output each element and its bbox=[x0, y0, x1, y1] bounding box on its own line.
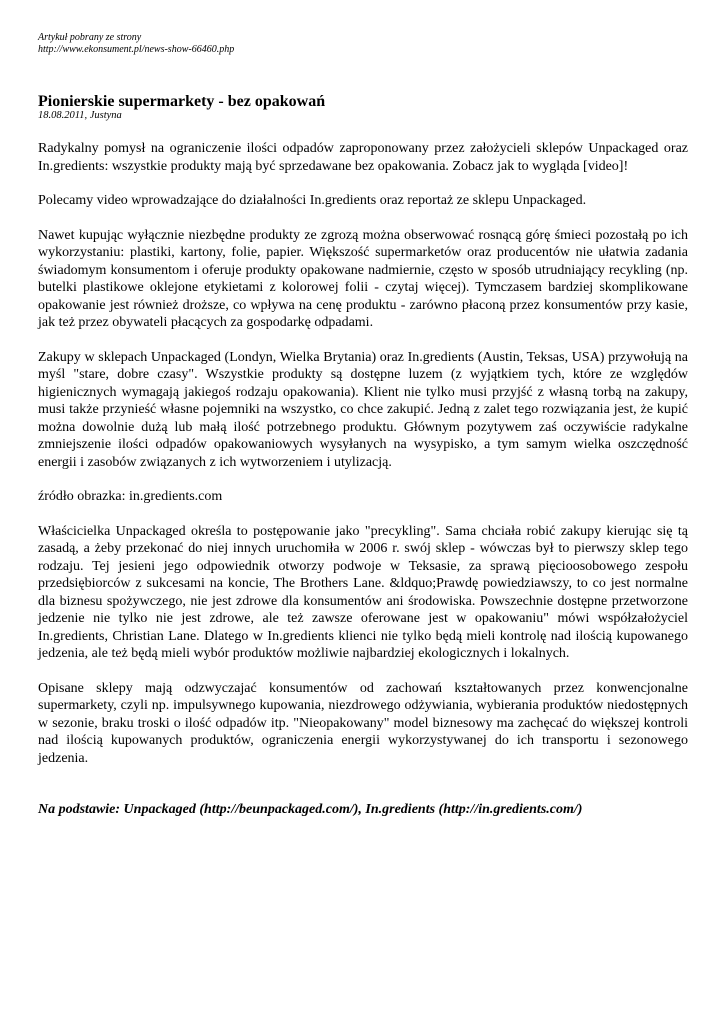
article-source-line: Na podstawie: Unpackaged (http://beunpackaged.com/), In.gredients (http://in.gredients.com/) bbox=[38, 802, 583, 817]
article-paragraph-3: Nawet kupując wyłącznie niezbędne produkty ze zgrozą można obserwować rosnącą górę śmieci pozostałą po ich wykorzystaniu: plastiki, kartony, folie, papier. Większość supermarketów oraz producentów nie ułatwia zadania świadomym konsumentom i oferuje produkty opakowane nadmiernie, często w sposób utrudniający recykling (np. butelki plastikowe oklejone etykietami z kolorowej folii - czytaj więcej). Tymczasem bardziej skomplikowane opakowanie jest również droższe, co wpływa na cenę produktu - zarówno płaconą przez konsumentów przy kasie, jak też przez obywateli płacących za gospodarkę odpadami. bbox=[38, 227, 688, 330]
article-paragraph-4: Zakupy w sklepach Unpackaged (Londyn, Wielka Brytania) oraz In.gredients (Austin, Teksas, USA) przywołują na myśl "stare, dobre czasy". Wszystkie produkty są dostępne luzem (z wyjątkiem tych, które ze względów higienicznych wymagają jakiegoś rodzaju opakowania). Klient nie tylko musi przyjść z własną torbą na zakupy, musi także przynieść własne pojemniki na wszystko, co chce zakupić. Jedną z zalet tego rozwiązania jest, że kupić można dowolnie dużą lub małą ilość potrzebnego produktu. Głównym pozytywem zaś oczywiście radykalne zmniejszenie ilości odpadów opakowaniowych wysyłanych na wysypisko, a tym samym wielka oszczędność energii i zasobów związanych z ich wytworzeniem i utylizacją. bbox=[38, 349, 688, 470]
article-dateline: 18.08.2011, Justyna bbox=[38, 110, 122, 121]
article-title: Pionierskie supermarkety - bez opakowań bbox=[38, 93, 326, 110]
image-source-note: źródło obrazka: in.gredients.com bbox=[38, 489, 223, 504]
header-source-label: Artykuł pobrany ze strony bbox=[38, 32, 142, 43]
document-page bbox=[38, 32, 688, 819]
article-paragraph-5: Właścicielka Unpackaged określa to postępowanie jako "precykling". Sama chciała robić zakupy kierując się tą zasadą, a żeby przekonać do niej innych uruchomiła w 2006 r. swój sklep - wówczas był to pierwszy sklep tego rodzaju. Tej jesieni jego odpowiednik otworzy podwoje w Teksasie, za sprawą pięcioosobowego zespołu przedsiębiorców z sukcesami na koncie, The Brothers Lane. &ldquo;Prawdę powiedziawszy, to co jest normalne dla biznesu spożywczego, nie jest zdrowe dla konsumentów ani środowiska. Powszechnie dostępne przetworzone jedzenie nie tylko nie jest zdrowe, ale też zawsze oferowane jest w opakowaniu" mówi współzałożyciel In.gredients, Christian Lane. Dlatego w In.gredients klienci nie tylko będą mieli kontrolę nad ilością kupowanego jedzenia, ale też będą mieli wybór produktów możliwie najbardziej ekologicznych i lokalnych. bbox=[38, 523, 688, 661]
article-paragraph-6: Opisane sklepy mają odzwyczajać konsumentów od zachowań kształtowanych przez konwencjonalne supermarkety, czyli np. impulsywnego kupowania, niezdrowego odżywiania, wybierania produktów niedostępnych w sezonie, braku troski o ilość odpadów itp. "Nieopakowany" model biznesowy ma zachęcać do większej kontroli nad ilością kupowanych produktów, ograniczenia energii wykorzystywanej do ich transportu i sezonowego jedzenia. bbox=[38, 680, 688, 766]
header-source-url: http://www.ekonsument.pl/news-show-66460.php bbox=[38, 43, 235, 55]
article-paragraph-1: Radykalny pomysł na ograniczenie ilości odpadów zaproponowany przez założycieli sklepów Unpackaged oraz In.gredients: wszystkie produkty mają być sprzedawane bez opakowania. Zobacz jak to wygląda [video]! bbox=[38, 141, 688, 174]
article-paragraph-2: Polecamy video wprowadzające do działalności In.gredients oraz reportaż ze sklepu Unpackaged. bbox=[38, 193, 587, 208]
